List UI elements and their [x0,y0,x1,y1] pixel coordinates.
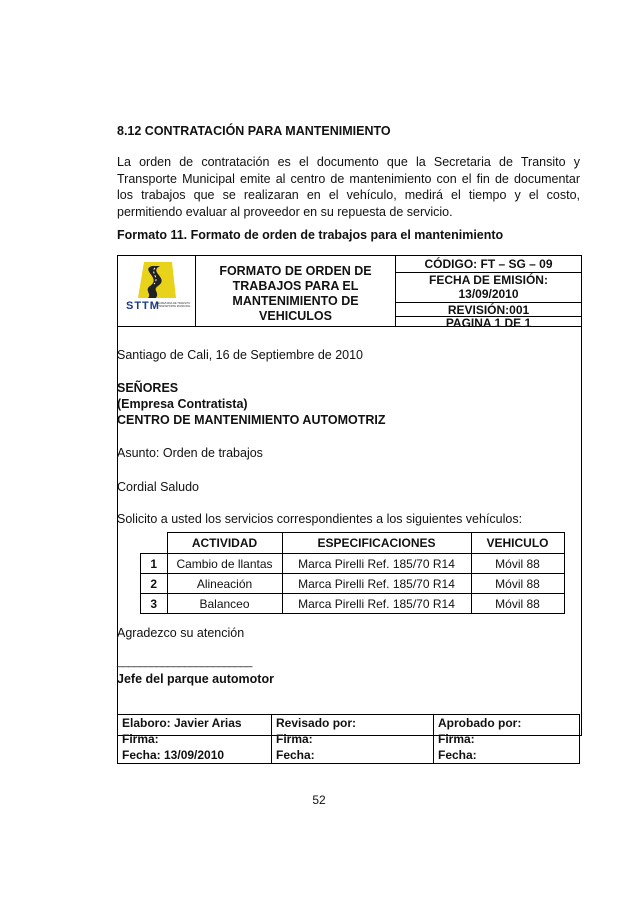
row-number: 1 [141,554,168,574]
greeting: Cordial Saludo [117,480,199,494]
logo-text: STTM [126,300,160,312]
header-activity: ACTIVIDAD [167,533,282,554]
row-activity: Alineación [167,574,282,594]
signature-firma: Firma: [276,732,313,746]
form-title-line: MANTENIMIENTO DE [232,294,359,308]
signature-cell [117,714,272,764]
page-indicator: PAGINA 1 DE 1 [445,316,532,330]
row-spec: Marca Pirelli Ref. 185/70 R14 [282,554,471,574]
thanks: Agradezco su atención [117,626,245,640]
form-title [196,264,395,324]
header-vehicle: VEHICULO [471,533,564,554]
logo-subtext: SECRETARIA DE TRANSITO Y TRANSPORTE MUNICIPAL [156,302,191,308]
revision: REVISIÓN:001 [447,303,530,317]
form-title-line: VEHICULOS [259,309,332,323]
paragraph-line: La orden de contratación es el documento que la Secretaria de Transito y [117,155,580,169]
signature-fecha: Fecha: [438,748,477,762]
row-number: 2 [141,574,168,594]
activities-table [140,532,565,614]
row-number: 3 [141,594,168,614]
form-title-line: TRABAJOS PARA EL [232,279,359,293]
signature-role: Revisado por: [276,716,357,730]
issue-date: 13/09/2010 [458,287,519,301]
signature-role: Elaboro: Javier Arias [122,716,242,730]
signature-firma: Firma: [122,732,159,746]
row-activity: Cambio de llantas [167,554,282,574]
row-vehicle: Móvil 88 [471,554,564,574]
road-logo-icon [122,260,192,322]
form-code: CÓDIGO: FT – SG – 09 [424,257,553,271]
signature-cell [271,714,434,764]
section-heading: 8.12 CONTRATACIÓN PARA MANTENIMIENTO [117,124,391,138]
issue-date-block [396,273,581,301]
signature-firma: Firma: [438,732,475,746]
row-activity: Balanceo [167,594,282,614]
paragraph-line: los trabajos que se realizaran en el vehículo, medirá el tiempo y el costo, [117,188,580,202]
row-vehicle: Móvil 88 [471,574,564,594]
subject: Asunto: Orden de trabajos [117,446,263,460]
paragraph-line: permitiendo evaluar al proveedor en su repuesta de servicio. [117,204,453,219]
issue-date-label: FECHA DE EMISIÓN: [429,273,548,287]
signer-title: Jefe del parque automotor [117,672,274,686]
table-row [141,594,565,614]
sttm-logo [122,260,192,322]
signature-role: Aprobado por: [438,716,522,730]
recipient [117,380,386,428]
signatures-table [117,714,580,762]
recipient-line: SEÑORES [117,381,179,395]
recipient-line: (Empresa Contratista) [117,397,248,411]
page-number: 52 [312,793,326,807]
place-date: Santiago de Cali, 16 de Septiembre de 2010 [117,348,364,362]
row-spec: Marca Pirelli Ref. 185/70 R14 [282,594,471,614]
header-spec: ESPECIFICACIONES [282,533,471,554]
form-header [117,255,582,330]
signature-cell [433,714,580,764]
row-vehicle: Móvil 88 [471,594,564,614]
table-header-row [141,533,565,554]
table-row [141,554,565,574]
paragraph-line: Transporte Municipal emite al centro de mantenimiento con el fin de documentar [117,171,580,186]
signature-fecha: Fecha: 13/09/2010 [122,748,225,762]
signature-fecha: Fecha: [276,748,315,762]
intro-paragraph [117,154,580,220]
row-spec: Marca Pirelli Ref. 185/70 R14 [282,574,471,594]
format-title: Formato 11. Formato de orden de trabajos para el mantenimiento [117,228,504,242]
request-text: Solicito a usted los servicios correspondientes a los siguientes vehículos: [117,512,523,526]
form-title-line: FORMATO DE ORDEN DE [219,264,372,278]
recipient-line: CENTRO DE MANTENIMIENTO AUTOMOTRIZ [117,413,386,427]
signature-line: ________________________ [117,656,252,668]
table-row [141,574,565,594]
